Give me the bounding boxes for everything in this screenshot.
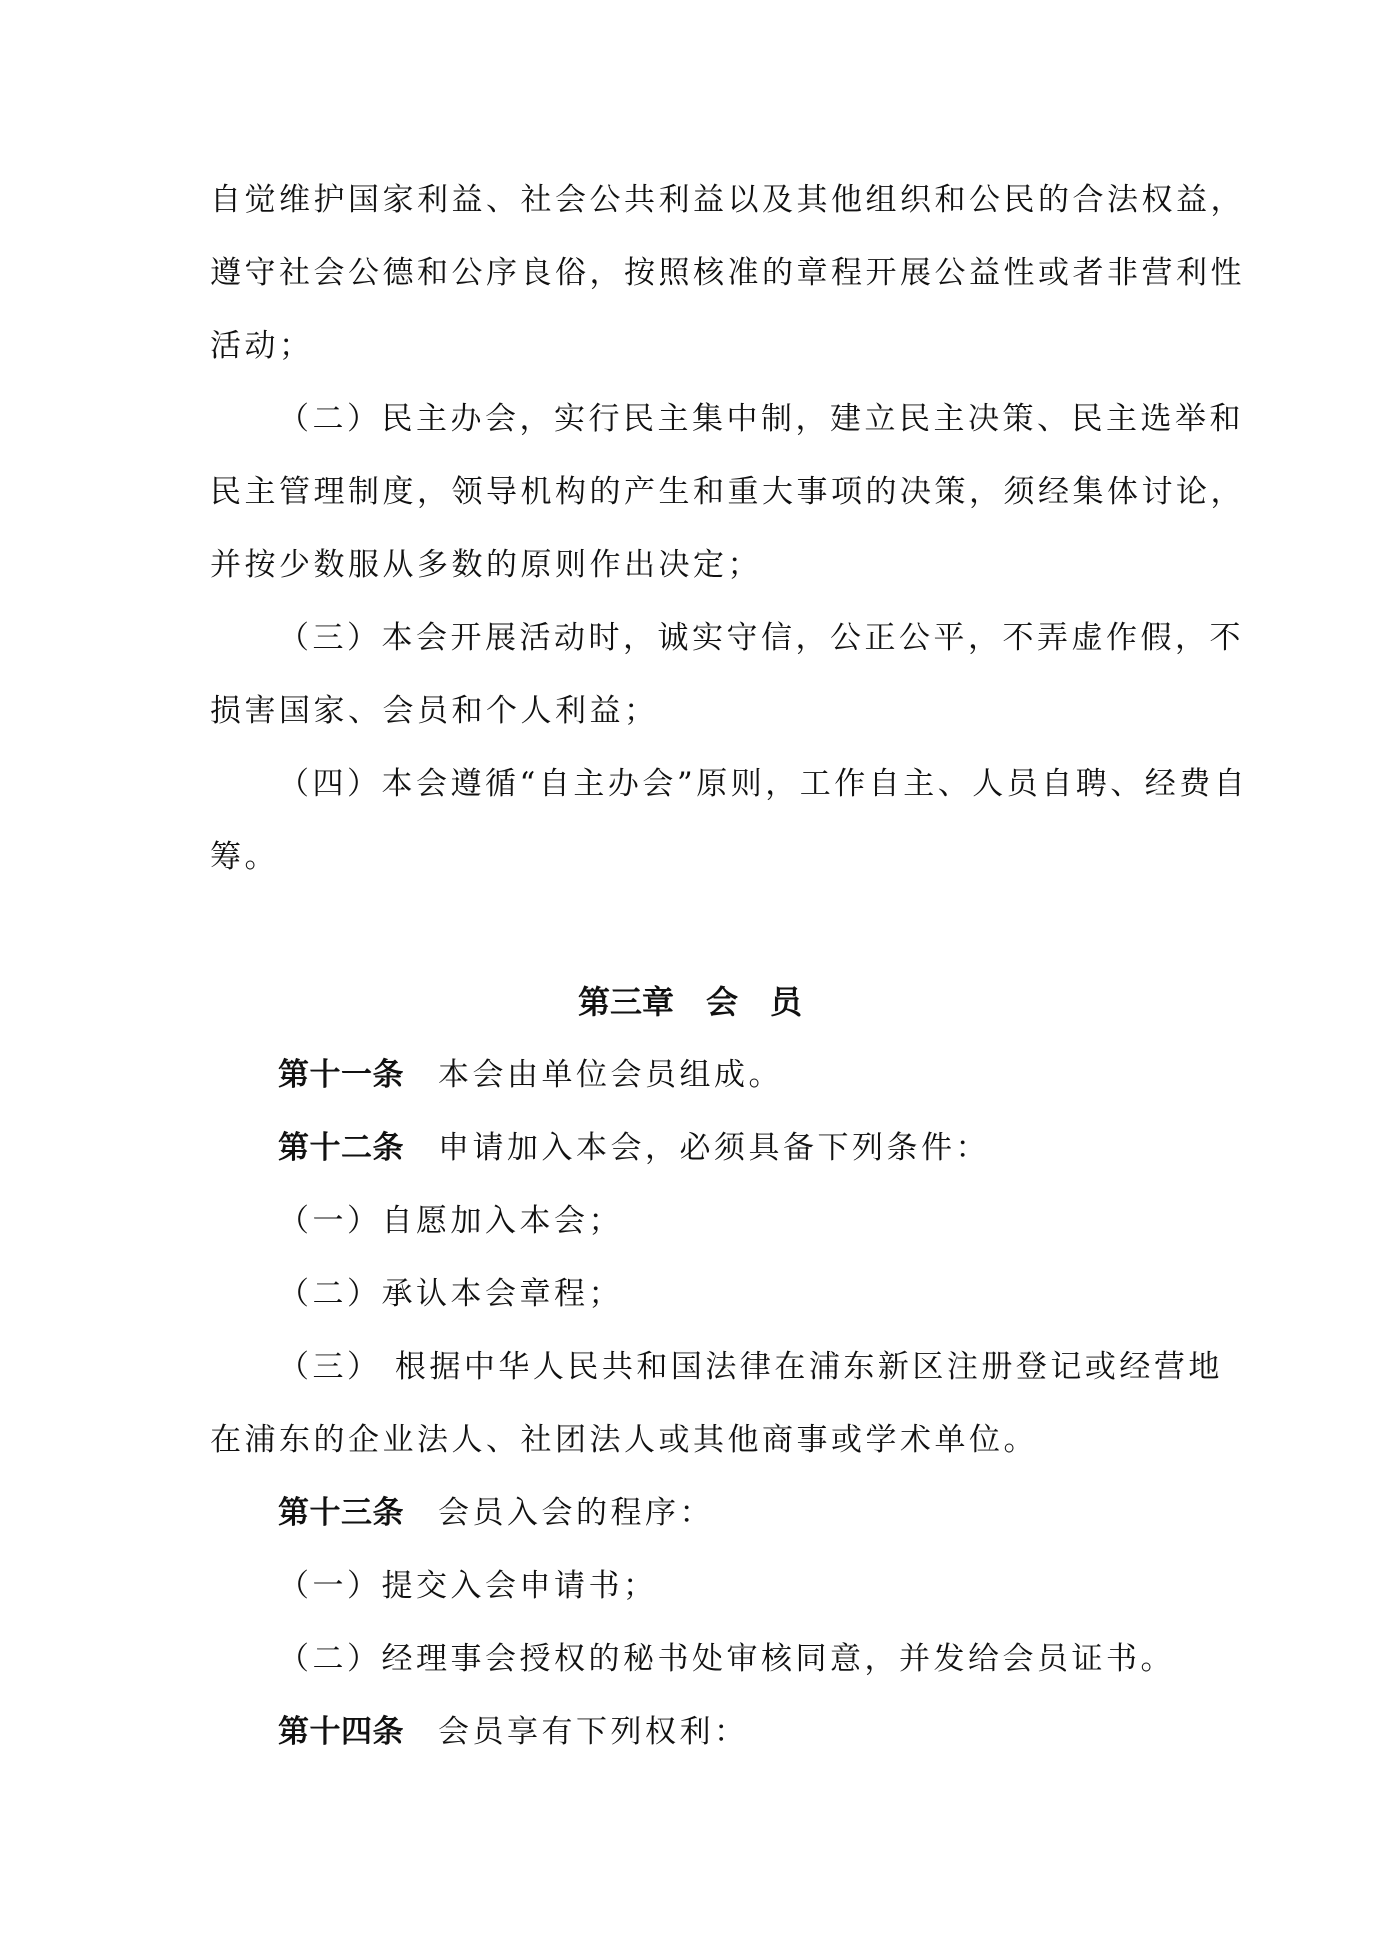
paragraph-line: （二）民主办会，实行民主集中制，建立民主决策、民主选举和 (278, 401, 1244, 437)
article-text: 申请加入本会，必须具备下列条件： (438, 1130, 990, 1166)
article-14 (278, 1712, 1243, 1752)
paragraph-line: 自觉维护国家利益、社会公共利益以及其他组织和公民的合法权益， (210, 182, 1245, 218)
article-label: 第十四条 (278, 1714, 404, 1750)
paragraph-line: （三）本会开展活动时，诚实守信，公正公平，不弄虚作假，不 (278, 620, 1244, 656)
paragraph-line: 筹。 (210, 839, 279, 875)
article-label: 第十一条 (278, 1057, 404, 1093)
list-item-continuation: 在浦东的企业法人、社团法人或其他商事或学术单位。 (210, 1422, 1038, 1458)
list-item: （一）提交入会申请书； (278, 1568, 658, 1604)
article-text: 会员入会的程序： (438, 1495, 714, 1531)
list-item: （二）承认本会章程； (278, 1276, 623, 1312)
paragraph-line: 并按少数服从多数的原则作出决定； (210, 547, 762, 583)
paragraph-line: 损害国家、会员和个人利益； (210, 693, 659, 729)
paragraph-line: （四）本会遵循“自主办会”原则，工作自主、人员自聘、经费自 (278, 766, 1249, 802)
list-item: （三） 根据中华人民共和国法律在浦东新区注册登记或经营地 (278, 1349, 1223, 1385)
article-label: 第十三条 (278, 1495, 404, 1531)
article-13 (278, 1493, 1243, 1533)
article-label: 第十二条 (278, 1130, 404, 1166)
article-text: 会员享有下列权利： (438, 1714, 749, 1750)
paragraph-line: 活动； (210, 328, 314, 364)
article-12 (278, 1128, 1243, 1168)
list-item: （二）经理事会授权的秘书处审核同意，并发给会员证书。 (278, 1641, 1175, 1677)
list-item: （一）自愿加入本会； (278, 1203, 623, 1239)
article-text: 本会由单位会员组成。 (438, 1057, 783, 1093)
chapter-heading: 第三章 会 员 (577, 983, 802, 1021)
paragraph-line: 民主管理制度，领导机构的产生和重大事项的决策，须经集体讨论， (210, 474, 1245, 510)
paragraph-line: 遵守社会公德和公序良俗，按照核准的章程开展公益性或者非营利性 (210, 255, 1245, 291)
article-11 (278, 1055, 1243, 1095)
